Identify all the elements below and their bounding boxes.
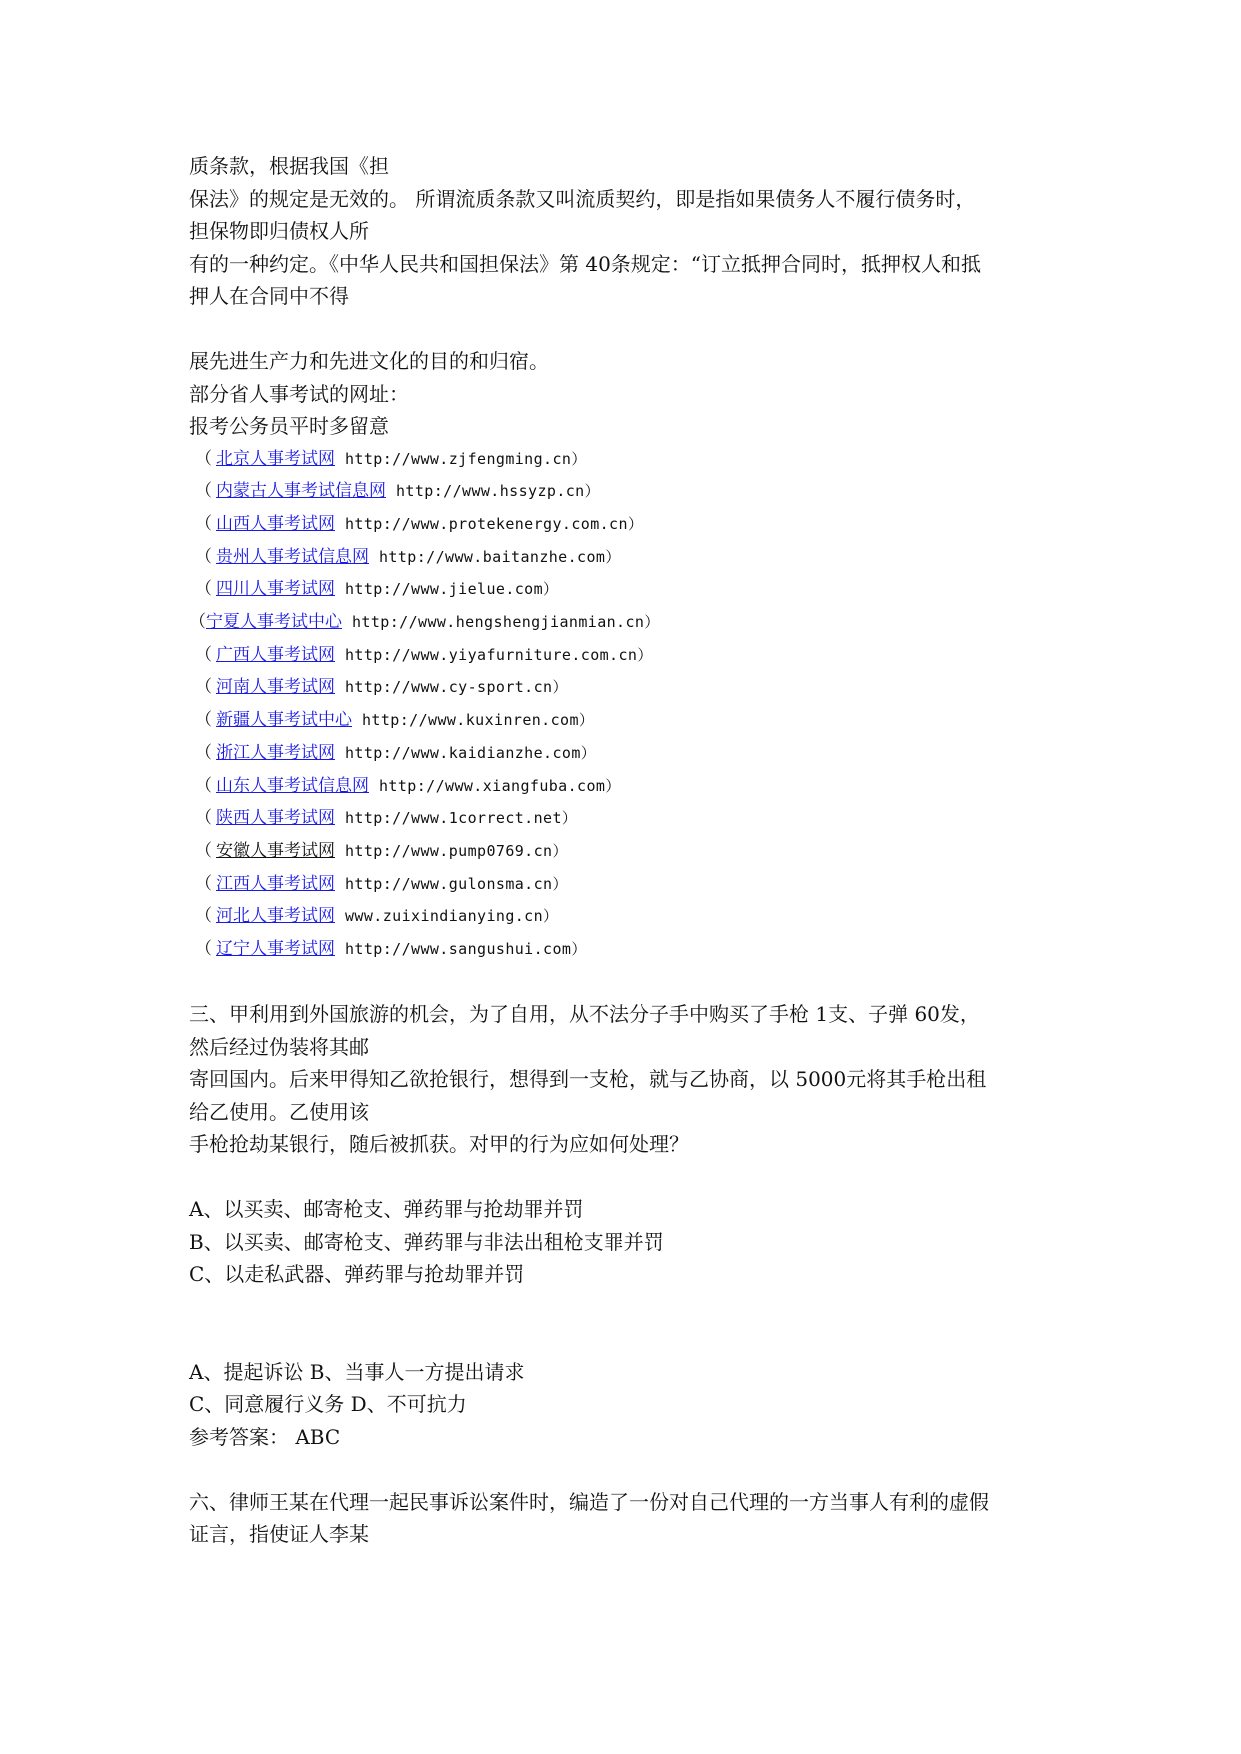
site-url: http://www.kuxinren.com: [362, 711, 579, 730]
site-link-shaanxi[interactable]: 陕西人事考试网: [216, 808, 335, 829]
text-line: 给乙使用。乙使用该: [189, 1099, 369, 1124]
open-paren: （: [195, 840, 212, 861]
list-item: [189, 508, 1069, 541]
close-paren: ）: [552, 841, 568, 860]
site-link-guangxi[interactable]: 广西人事考试网: [216, 644, 335, 665]
list-item: [189, 835, 1069, 868]
answer-line: 参考答案： ABC: [189, 1424, 341, 1449]
open-paren: （: [195, 481, 212, 502]
option-line: C、同意履行义务 D、不可抗力: [189, 1392, 467, 1417]
open-paren: （: [195, 775, 212, 796]
text-line: 三、甲利用到外国旅游的机会，为了自用，从不法分子手中购买了手枪 1支、子弹 60发，: [189, 1002, 980, 1027]
list-item: [189, 573, 1069, 606]
close-paren: ）: [637, 645, 653, 664]
site-url: http://www.sangushui.com: [345, 940, 572, 959]
list-item: [189, 639, 1069, 672]
site-link-anhui[interactable]: 安徽人事考试网: [216, 840, 335, 861]
site-url: http://www.jielue.com: [345, 580, 544, 599]
open-paren: （: [195, 906, 212, 927]
list-item: [189, 671, 1069, 704]
list-item: [189, 900, 1069, 933]
site-url: http://www.kaidianzhe.com: [345, 743, 581, 762]
blank-line: [189, 1161, 1069, 1194]
close-paren: ）: [644, 613, 660, 632]
text-line: 质条款，根据我国《担: [189, 154, 389, 178]
list-item: [189, 704, 1069, 737]
close-paren: ）: [584, 482, 600, 501]
text-line: 证言，指使证人李某: [189, 1522, 369, 1547]
site-url: http://www.hssyzp.cn: [396, 482, 585, 501]
site-url: http://www.gulonsma.cn: [345, 874, 553, 893]
question-3: [189, 998, 1069, 1161]
close-paren: ）: [571, 449, 587, 468]
site-url: http://www.hengshengjianmian.cn: [352, 613, 645, 632]
close-paren: ）: [578, 711, 594, 730]
text-line: 寄回国内。后来甲得知乙欲抢银行，想得到一支枪，就与乙协商，以 5000元将其手枪出租: [189, 1067, 987, 1092]
site-link-jiangxi[interactable]: 江西人事考试网: [216, 873, 335, 894]
list-item: [189, 933, 1069, 966]
site-link-guizhou[interactable]: 贵州人事考试信息网: [216, 546, 369, 567]
list-item: [189, 443, 1069, 476]
site-link-sichuan[interactable]: 四川人事考试网: [216, 579, 335, 600]
open-paren: （: [195, 939, 212, 960]
open-paren: （: [195, 448, 212, 469]
close-paren: ）: [552, 678, 568, 697]
list-item: [189, 868, 1069, 901]
site-url: http://www.protekenergy.com.cn: [345, 514, 628, 533]
exam-site-list: [189, 443, 1069, 966]
site-link-hebei[interactable]: 河北人事考试网: [216, 906, 335, 927]
open-paren: （: [195, 546, 212, 567]
option-b: B、以买卖、邮寄枪支、弹药罪与非法出租枪支罪并罚: [189, 1229, 664, 1254]
text-line: 保法》的规定是无效的。 所谓流质条款又叫流质契约，即是指如果债务人不履行债务时，: [189, 186, 976, 211]
site-url: http://www.baitanzhe.com: [379, 547, 606, 566]
close-paren: ）: [605, 776, 621, 795]
text-line: 展先进生产力和先进文化的目的和归宿。: [189, 349, 549, 373]
paragraph-guarantee-law: [189, 150, 1069, 313]
site-link-xinjiang[interactable]: 新疆人事考试中心: [216, 710, 352, 731]
open-paren: （: [195, 873, 212, 894]
text-line: 然后经过伪装将其邮: [189, 1034, 369, 1059]
open-paren: （: [195, 710, 212, 731]
question-3-options: [189, 1193, 1069, 1291]
paragraph-exam-sites-intro: [189, 345, 1069, 443]
site-link-henan[interactable]: 河南人事考试网: [216, 677, 335, 698]
text-line: 手枪抢劫某银行，随后被抓获。对甲的行为应如何处理？: [189, 1132, 689, 1157]
text-line: 担保物即归债权人所: [189, 219, 369, 243]
open-paren: （: [195, 677, 212, 698]
site-link-shandong[interactable]: 山东人事考试信息网: [216, 775, 369, 796]
open-paren: （: [189, 612, 206, 633]
open-paren: （: [195, 644, 212, 665]
open-paren: （: [195, 742, 212, 763]
site-url: http://www.1correct.net: [345, 809, 562, 828]
blank-line: [189, 1453, 1069, 1486]
site-url: http://www.yiyafurniture.com.cn: [345, 645, 638, 664]
site-url: www.zuixindianying.cn: [345, 907, 544, 926]
open-paren: （: [195, 513, 212, 534]
close-paren: ）: [627, 514, 643, 533]
text-line: 六、律师王某在代理一起民事诉讼案件时，编造了一份对自己代理的一方当事人有利的虚假: [189, 1489, 989, 1514]
site-link-zhejiang[interactable]: 浙江人事考试网: [216, 742, 335, 763]
question-options-2: [189, 1356, 1069, 1454]
list-item: [189, 802, 1069, 835]
text-line: 有的一种约定。《中华人民共和国担保法》第 40条规定：“订立抵押合同时，抵押权人和抵: [189, 251, 982, 276]
open-paren: （: [195, 579, 212, 600]
site-link-ningxia[interactable]: 宁夏人事考试中心: [206, 612, 342, 633]
close-paren: ）: [580, 743, 596, 762]
site-url: http://www.xiangfuba.com: [379, 776, 606, 795]
site-url: http://www.cy-sport.cn: [345, 678, 553, 697]
list-item: [189, 606, 1069, 639]
blank-line: [189, 1291, 1069, 1356]
site-url: http://www.zjfengming.cn: [345, 449, 572, 468]
document-page: [189, 150, 1069, 1551]
option-c: C、以走私武器、弹药罪与抢劫罪并罚: [189, 1262, 525, 1287]
close-paren: ）: [561, 809, 577, 828]
option-line: A、提起诉讼 B、当事人一方提出请求: [189, 1359, 525, 1384]
blank-line: [189, 313, 1069, 346]
text-line: 押人在合同中不得: [189, 284, 349, 308]
text-line: 部分省人事考试的网址：: [189, 381, 409, 406]
close-paren: ）: [571, 940, 587, 959]
list-item: [189, 475, 1069, 508]
option-a: A、以买卖、邮寄枪支、弹药罪与抢劫罪并罚: [189, 1197, 584, 1222]
close-paren: ）: [543, 907, 559, 926]
text-line: 报考公务员平时多留意: [189, 414, 389, 438]
blank-line: [189, 966, 1069, 999]
list-item: [189, 770, 1069, 803]
close-paren: ）: [543, 580, 559, 599]
list-item: [189, 541, 1069, 574]
question-6: [189, 1486, 1069, 1551]
site-link-neimenggu[interactable]: 内蒙古人事考试信息网: [216, 481, 386, 502]
open-paren: （: [195, 808, 212, 829]
site-url: http://www.pump0769.cn: [345, 841, 553, 860]
site-link-shanxi[interactable]: 山西人事考试网: [216, 513, 335, 534]
close-paren: ）: [552, 874, 568, 893]
site-link-beijing[interactable]: 北京人事考试网: [216, 448, 335, 469]
site-link-liaoning[interactable]: 辽宁人事考试网: [216, 939, 335, 960]
list-item: [189, 737, 1069, 770]
close-paren: ）: [605, 547, 621, 566]
